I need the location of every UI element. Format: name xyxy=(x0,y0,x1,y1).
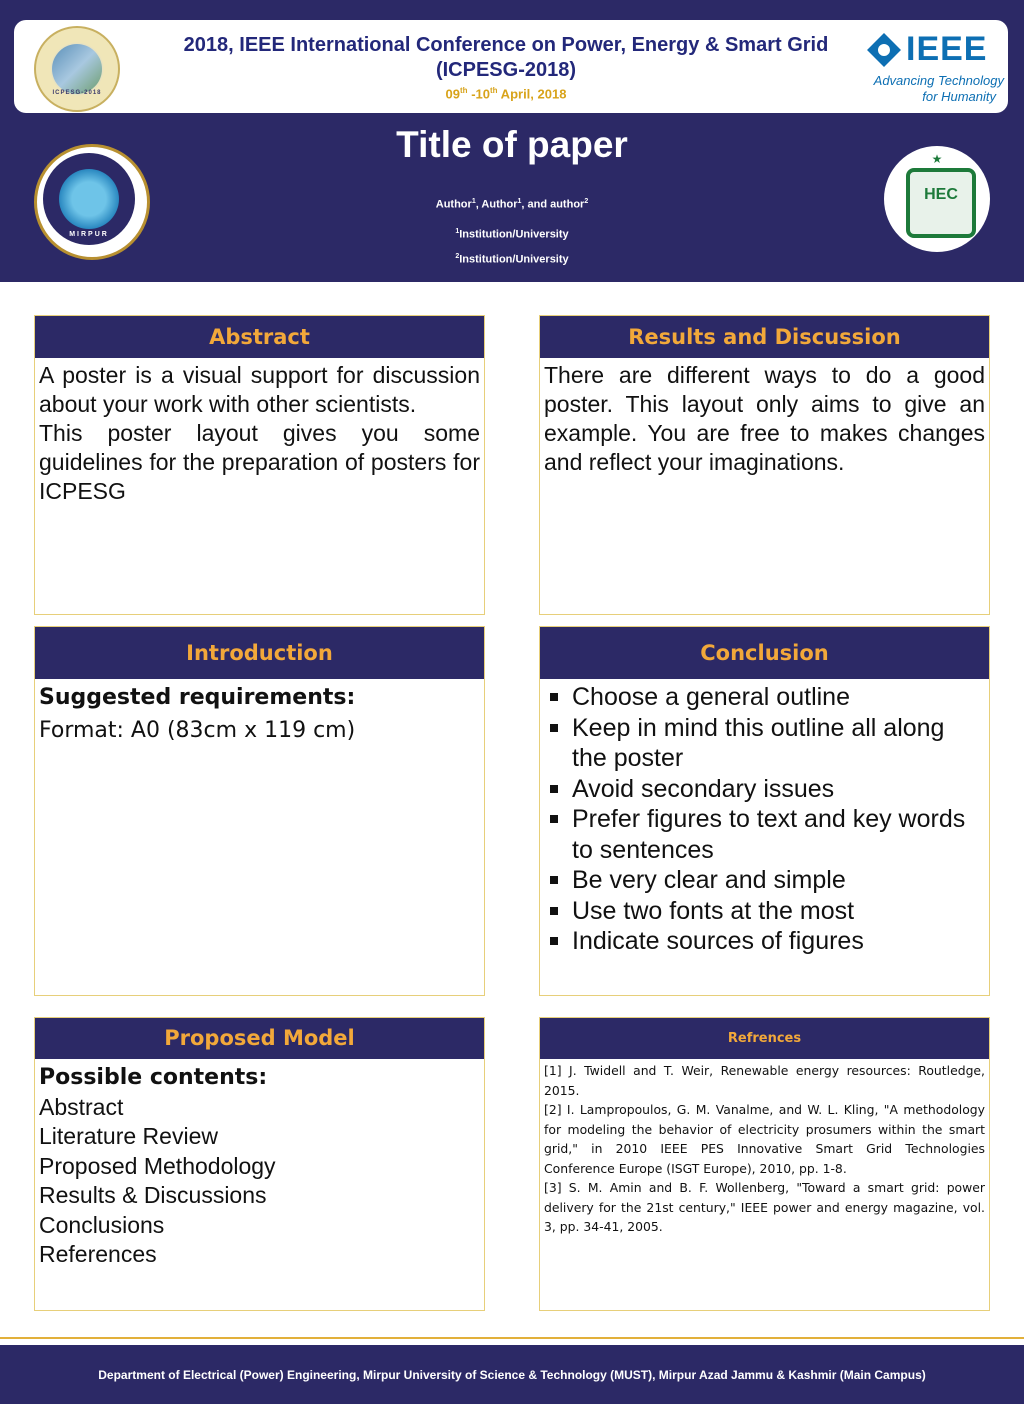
list-item: Indicate sources of figures xyxy=(544,926,985,957)
introduction-subheading: Suggested requirements: xyxy=(39,685,356,710)
abstract-heading: Abstract xyxy=(35,316,484,358)
institution-2-name: Institution/University xyxy=(459,253,569,266)
reference-item: [1] J. Twidell and T. Weir, Renewable energy resources: Routledge, 2015. xyxy=(544,1063,985,1098)
results-body: There are different ways to do a good poster. This layout only aims to give an example. You are free to makes changes and reflect your imaginations. xyxy=(544,362,985,475)
abstract-paragraph-1: A poster is a visual support for discussion about your work with other scientists. xyxy=(39,362,480,417)
abstract-paragraph-2: This poster layout gives you some guidelines for the preparation of posters for ICPESG xyxy=(39,420,480,504)
list-item: Keep in mind this outline all along the poster xyxy=(544,713,985,774)
proposed-model-heading: Proposed Model xyxy=(35,1018,484,1059)
ieee-tagline-line1: Advancing Technology xyxy=(873,73,1004,88)
author-2-sup: 1 xyxy=(517,198,522,205)
list-item: References xyxy=(39,1241,157,1267)
author-3: , and author xyxy=(521,198,585,211)
conference-date xyxy=(134,86,878,101)
list-item: Choose a general outline xyxy=(544,682,985,713)
conclusion-panel xyxy=(539,626,990,996)
footer-text: Department of Electrical (Power) Engineering, Mirpur University of Science & Technology (MUST), Mirpur Azad Jammu & Kashmir (Main Campus) xyxy=(98,1368,926,1382)
star-icon: ★ xyxy=(931,152,943,166)
results-panel xyxy=(539,315,990,615)
footer-divider xyxy=(0,1337,1024,1339)
ieee-logo xyxy=(866,28,1006,108)
introduction-body xyxy=(39,681,480,747)
hec-logo xyxy=(884,146,990,252)
conclusion-body xyxy=(544,682,985,957)
list-item: Results & Discussions xyxy=(39,1182,267,1208)
conference-title-line1: 2018, IEEE International Conference on Power, Energy & Smart Grid xyxy=(183,34,829,56)
list-item: Be very clear and simple xyxy=(544,865,985,896)
date-start-sup: th xyxy=(460,86,468,95)
authors-line xyxy=(0,198,1024,211)
results-heading: Results and Discussion xyxy=(540,316,989,358)
conference-title-line2: (ICPESG-2018) xyxy=(435,59,577,81)
date-end-sup: th xyxy=(489,86,498,95)
reference-item: [2] I. Lampropoulos, G. M. Vanalme, and W. L. Kling, "A methodology for modeling the behavior of electricity prosumers within the smart grid," in 2010 IEEE PES Innovative Smart Grid Technologies Conference Europe (ISGT Europe), 2010, pp. 1-8. xyxy=(544,1102,985,1176)
introduction-heading: Introduction xyxy=(35,627,484,679)
institution-2 xyxy=(0,253,1024,266)
institution-1 xyxy=(0,228,1024,241)
header-band xyxy=(0,0,1024,282)
proposed-model-panel xyxy=(34,1017,485,1311)
ieee-wordmark: IEEE xyxy=(906,30,988,68)
ieee-tagline-line2: for Humanity xyxy=(922,89,996,104)
references-heading: Refrences xyxy=(540,1018,989,1059)
conference-title xyxy=(134,33,878,83)
abstract-panel xyxy=(34,315,485,615)
conference-logo-text: ICPESG-2018 xyxy=(52,90,102,96)
proposed-model-subheading: Possible contents: xyxy=(39,1065,268,1090)
references-panel xyxy=(539,1017,990,1311)
list-item: Proposed Methodology xyxy=(39,1152,276,1179)
conference-logo xyxy=(34,26,120,112)
conclusion-heading: Conclusion xyxy=(540,627,989,679)
list-item: Avoid secondary issues xyxy=(544,774,985,805)
institution-1-sup: 1 xyxy=(455,228,460,235)
author-2: , Author xyxy=(475,198,518,211)
university-logo-text: MIRPUR xyxy=(69,231,109,238)
conference-logo-emblem xyxy=(52,44,102,94)
list-item: Prefer figures to text and key words to sentences xyxy=(544,804,985,865)
author-1-sup: 1 xyxy=(471,198,476,205)
author-3-sup: 2 xyxy=(584,198,589,205)
list-item: Use two fonts at the most xyxy=(544,896,985,927)
date-tail: April, 2018 xyxy=(497,86,567,102)
list-item: Literature Review xyxy=(39,1123,218,1149)
date-start: 09 xyxy=(445,86,461,102)
author-1: Author xyxy=(435,198,472,211)
ieee-diamond-icon xyxy=(867,33,901,67)
proposed-model-body xyxy=(39,1063,480,1270)
references-body xyxy=(544,1061,985,1237)
introduction-panel xyxy=(34,626,485,996)
conclusion-list xyxy=(544,682,985,957)
footer xyxy=(0,1345,1024,1404)
institution-2-sup: 2 xyxy=(455,253,460,260)
conference-banner xyxy=(14,20,1008,113)
date-mid: -10 xyxy=(467,86,490,102)
institution-1-name: Institution/University xyxy=(459,228,569,241)
reference-item: [3] S. M. Amin and B. F. Wollenberg, "Toward a smart grid: power delivery for the 21st century," IEEE power and energy magazine, vol. 3, pp. 34-41, 2005. xyxy=(544,1180,985,1234)
abstract-body xyxy=(39,361,480,506)
hec-logo-text: HEC xyxy=(924,186,958,203)
list-item: Abstract xyxy=(39,1093,124,1120)
list-item: Conclusions xyxy=(39,1211,165,1238)
paper-title: Title of paper xyxy=(396,124,628,165)
introduction-format: Format: A0 (83cm x 119 cm) xyxy=(39,718,356,743)
